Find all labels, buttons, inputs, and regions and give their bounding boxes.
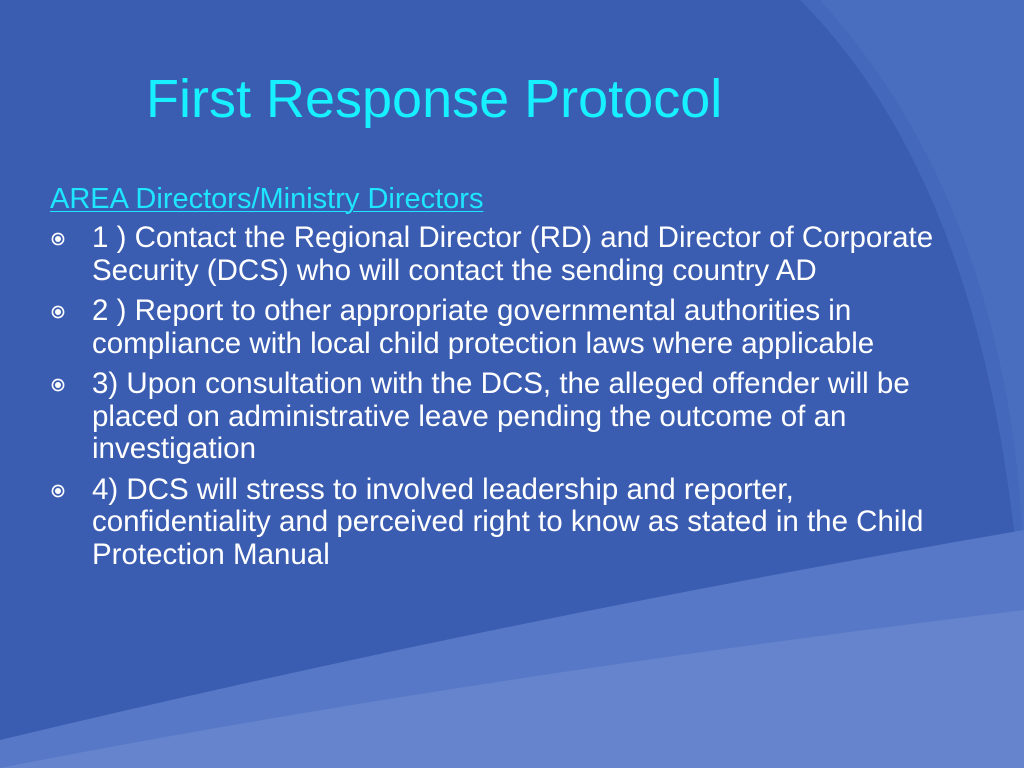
bullet-text-2: 2 ) Report to other appropriate governmental authorities in compliance with local child protection laws where applicable [92,294,875,360]
circled-dot-icon [51,378,65,392]
circled-dot-icon [51,232,65,246]
bullet-list [49,222,954,579]
circled-dot-icon [51,484,65,498]
bullet-text-3: 3) Upon consultation with the DCS, the alleged offender will be placed on administrative leave pending the outcome of an investigation [92,367,910,465]
bullet-item-2 [49,295,954,360]
section-heading[interactable]: AREA Directors/Ministry Directors [50,183,484,215]
bullet-item-4 [49,474,954,572]
slide-title: First Response Protocol [146,69,723,129]
bullet-text-1: 1 ) Contact the Regional Director (RD) and Director of Corporate Security (DCS) who will contact the sending country AD [92,221,934,287]
bullet-text-4: 4) DCS will stress to involved leadership and reporter, confidentiality and perceived right to know as stated in the Child Protection Manual [92,472,924,571]
bullet-item-1 [49,222,954,287]
bullet-item-3 [49,368,954,466]
circled-dot-icon [51,305,65,319]
